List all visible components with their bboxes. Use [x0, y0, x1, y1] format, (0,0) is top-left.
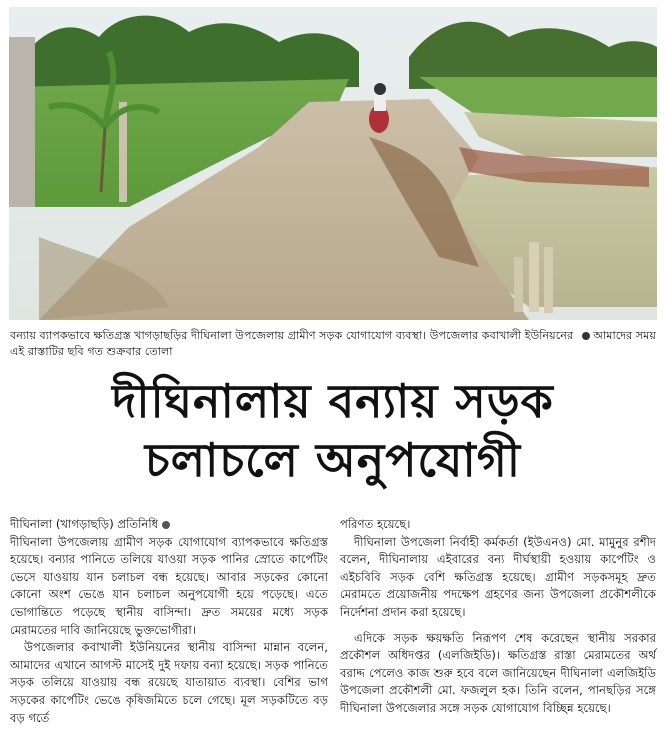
article-paragraph: দীঘিনালা উপজেলায় গ্রামীণ সড়ক যোগাযোগ ব্যাপকভাবে ক্ষতিগ্রস্ত হয়েছে। বন্যার পানিতে তলিয়ে যাওয়া সড়ক পানির স্রোতে কার্পেটিং ভেসে যাওয়ায় যান চলাচল বন্ধ হয়েছে। আবার সড়কের কোনো কোনো অংশ ভেঙে যান চলাচল অনুপযোগী হয়ে পড়েছে। এতে ভোগান্তিতে পড়েছে স্থানীয় বাসিন্দা। দ্রুত সময়ের মধ্যে সড়ক মেরামতের দাবি জানিয়েছে ভুক্তভোগীরা।	[10, 534, 328, 637]
photo-caption	[10, 328, 656, 360]
photo-credit-text: আমাদের সময়	[593, 329, 656, 342]
byline: দীঘিনালা (খাগড়াছড়ি) প্রতিনিধি	[10, 517, 159, 531]
headline-line-2: চলাচলে অনুপযোগী	[144, 433, 522, 487]
bullet-dot-icon	[582, 332, 590, 340]
article-paragraph: উপজেলার কবাখালী ইউনিয়নের স্থানীয় বাসিন্দা মান্নান বলেন, আমাদের এখানে আগস্ট মাসেই দুই দফায় বন্যা হয়েছে। সড়ক পানিতে সড়ক তলিয়ে যাওয়ায় বন্ধ রয়েছে যাতায়াত ব্যবস্থা। বেশির ভাগ সড়কের কার্পেটিং ভেঙে কৃষিজমিতে চলে গেছে। মূল সড়কটিতে বড় বড় গর্তে	[10, 640, 328, 725]
article-column-1	[10, 516, 328, 727]
article-column-2	[340, 516, 656, 718]
headline	[0, 372, 666, 490]
headline-line-1: দীঘিনালায় বন্যায় সড়ক	[112, 374, 554, 428]
article-paragraph: এদিকে সড়ক ক্ষয়ক্ষতি নিরূপণ শেষ করেছেন স্থানীয় সরকার প্রকৌশল অধিদপ্তর (এলজিইডি)। ক্ষতিগ্রস্ত রাস্তা মেরামতের অর্থ বরাদ্দ পেলেও কাজ শুরু হবে বলে জানিয়েছেন দীঘিনালা এলজিইডি উপজেলা প্রকৌশলী মো. ফজলুল হক। তিনি বলেন, পানছড়ির সঙ্গে দীঘিনালা উপজেলার সঙ্গে সড়ক যোগাযোগ বিচ্ছিন্ন হয়েছে।	[340, 630, 656, 715]
photo-caption-text: বন্যায় ব্যাপকভাবে ক্ষতিগ্রস্ত খাগড়াছড়ির দীঘিনালা উপজেলায় গ্রামীণ সড়ক যোগাযোগ ব্যবস্থা। উপজেলার কবাখালী ইউনিয়নের এই রাস্তাটির ছবি গত শুক্রবার তোলা	[10, 329, 574, 358]
news-photo	[9, 7, 657, 320]
article-paragraph: দীঘিনালা উপজেলা নির্বাহী কর্মকর্তা (ইউএনও) মো. মামুনুর রশীদ বলেন, দীঘিনালায় এইবারের বন্য দীর্ঘস্থায়ী হওয়ায় কার্পেটিং ও এইচবিবি সড়ক বেশি ক্ষতিগ্রস্ত হয়েছে। গ্রামীণ সড়কসমূহ দ্রুত মেরামতে প্রয়োজনীয় পদক্ষেপ গ্রহণের জন্য উপজেলা প্রকৌশলীকে নির্দেশনা প্রদান করা হয়েছে।	[340, 534, 656, 619]
article-paragraph: পরিণত হয়েছে।	[340, 517, 411, 531]
flood-damaged-road-photo	[9, 7, 657, 320]
photo-credit	[582, 328, 656, 344]
bullet-dot-icon	[162, 521, 170, 529]
